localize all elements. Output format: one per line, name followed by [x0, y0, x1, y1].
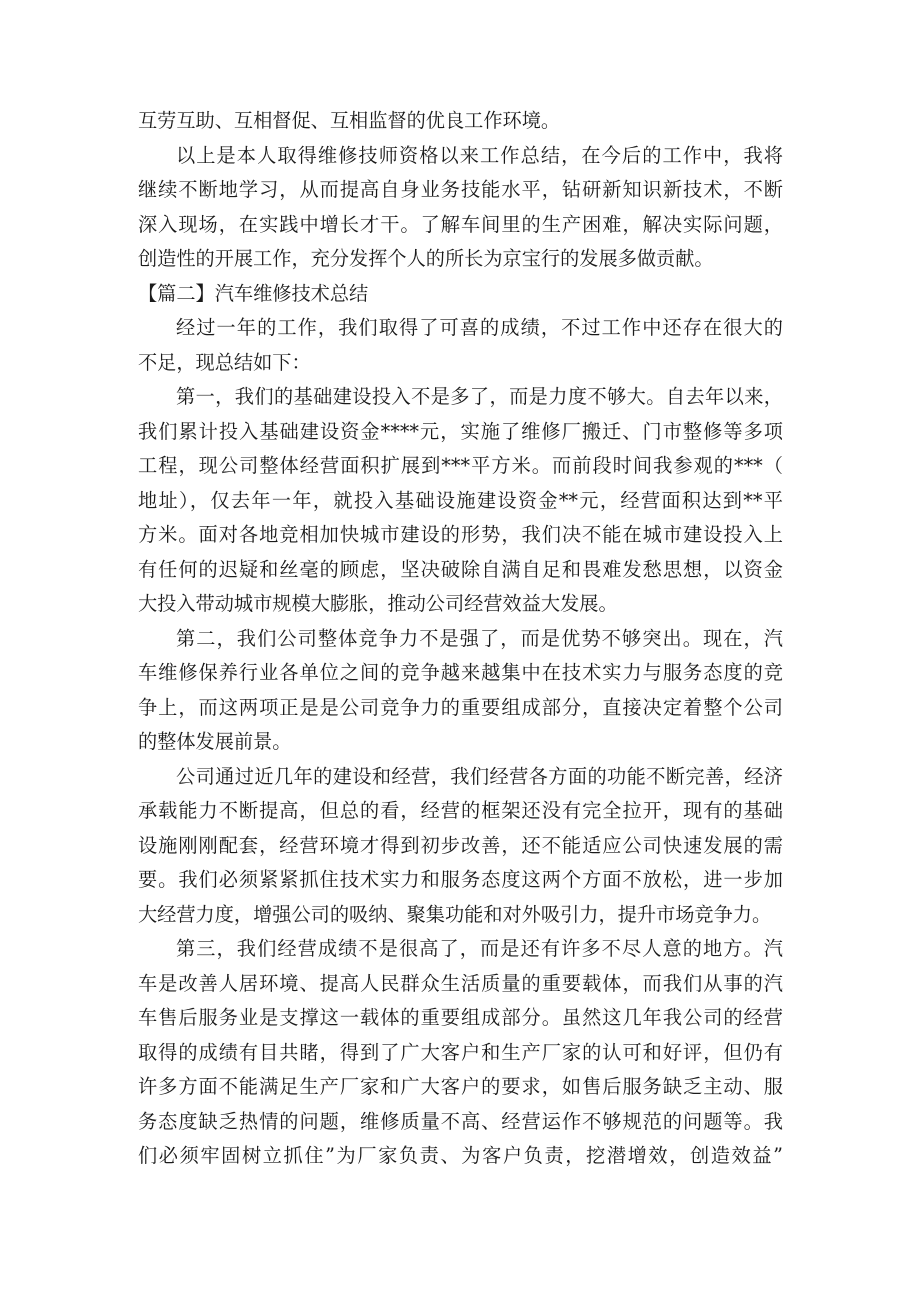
text-line-5: 创造性的开展工作，充分发挥个人的所长为京宝行的发展多做贡献。: [138, 247, 714, 270]
text-line-7: 经过一年的工作，我们取得了可喜的成绩，不过工作中还存在很大的: [176, 316, 783, 339]
text-line-15: 大投入带动城市规模大膨胀，推动公司经营效益大发展。: [138, 592, 618, 615]
text-line-27: 车售后服务业是支撑这一载体的重要组成部分。虽然这几年我公司的经营: [138, 1006, 783, 1029]
text-line-20: 公司通过近几年的建设和经营，我们经营各方面的功能不断完善，经济: [176, 764, 783, 788]
text-line-19: 的整体发展前景。: [138, 730, 292, 753]
text-line-10: 我们累计投入基础建设资金****元，实施了维修厂搬迁、门市整修等多项: [138, 419, 783, 443]
text-line-23: 要。我们必须紧紧抓住技术实力和服务态度这两个方面不放松，进一步加: [138, 868, 783, 891]
text-line-22: 设施刚刚配套，经营环境才得到初步改善，还不能适应公司快速发展的需: [138, 833, 783, 857]
document-page: [138, 104, 783, 1174]
section-heading: 【篇二】汽车维修技术总结: [138, 281, 369, 305]
text-line-26: 车是改善人居环境、提高人民群众生活质量的重要载体，而我们从事的汽: [138, 971, 783, 995]
text-line-4: 深入现场，在实践中增长才干。了解车间里的生产困难，解决实际问题，: [138, 212, 783, 236]
text-line-31: 们必须牢固树立抓住”为厂家负责、为客户负责，挖潜增效，创造效益”: [138, 1144, 783, 1167]
text-line-21: 承载能力不断提高，但总的看，经营的框架还没有完全拉开，现有的基础: [138, 799, 783, 822]
text-line-30: 务态度缺乏热情的问题，维修质量不高、经营运作不够规范的问题等。我: [138, 1109, 783, 1133]
text-line-11: 工程，现公司整体经营面积扩展到***平方米。而前段时间我参观的***（: [138, 454, 783, 477]
text-line-9: 第一，我们的基础建设投入不是多了，而是力度不够大。自去年以来，: [176, 385, 783, 408]
text-line-16: 第二，我们公司整体竞争力不是强了，而是优势不够突出。现在，汽: [176, 626, 783, 650]
text-line-25: 第三，我们经营成绩不是很高了，而是还有许多不尽人意的地方。汽: [176, 937, 783, 960]
text-line-2: 以上是本人取得维修技师资格以来工作总结，在今后的工作中，我将: [176, 143, 783, 167]
text-line-17: 车维修保养行业各单位之间的竞争越来越集中在技术实力与服务态度的竞: [138, 661, 783, 684]
text-line-1: 互劳互助、互相督促、互相监督的优良工作环境。: [138, 109, 561, 132]
text-line-12: 地址），仅去年一年，就投入基础设施建设资金**元，经营面积达到**平: [138, 488, 783, 512]
text-line-18: 争上，而这两项正是是公司竞争力的重要组成部分，直接决定着整个公司: [138, 695, 783, 719]
text-line-14: 有任何的迟疑和丝毫的顾虑，坚决破除自满自足和畏难发愁思想，以资金: [138, 557, 783, 581]
text-line-3: 继续不断地学习，从而提高自身业务技能水平，钻研新知识新技术，不断: [138, 178, 783, 201]
text-line-13: 方米。面对各地竞相加快城市建设的形势，我们决不能在城市建设投入上: [138, 523, 783, 546]
text-line-29: 许多方面不能满足生产厂家和广大客户的要求，如售后服务缺乏主动、服: [138, 1075, 783, 1098]
text-line-28: 取得的成绩有目共睹，得到了广大客户和生产厂家的认可和好评，但仍有: [138, 1040, 783, 1064]
text-line-8: 不足，现总结如下：: [138, 350, 311, 374]
text-line-24: 大经营力度，增强公司的吸纳、聚集功能和对外吸引力，提升市场竞争力。: [138, 902, 772, 926]
